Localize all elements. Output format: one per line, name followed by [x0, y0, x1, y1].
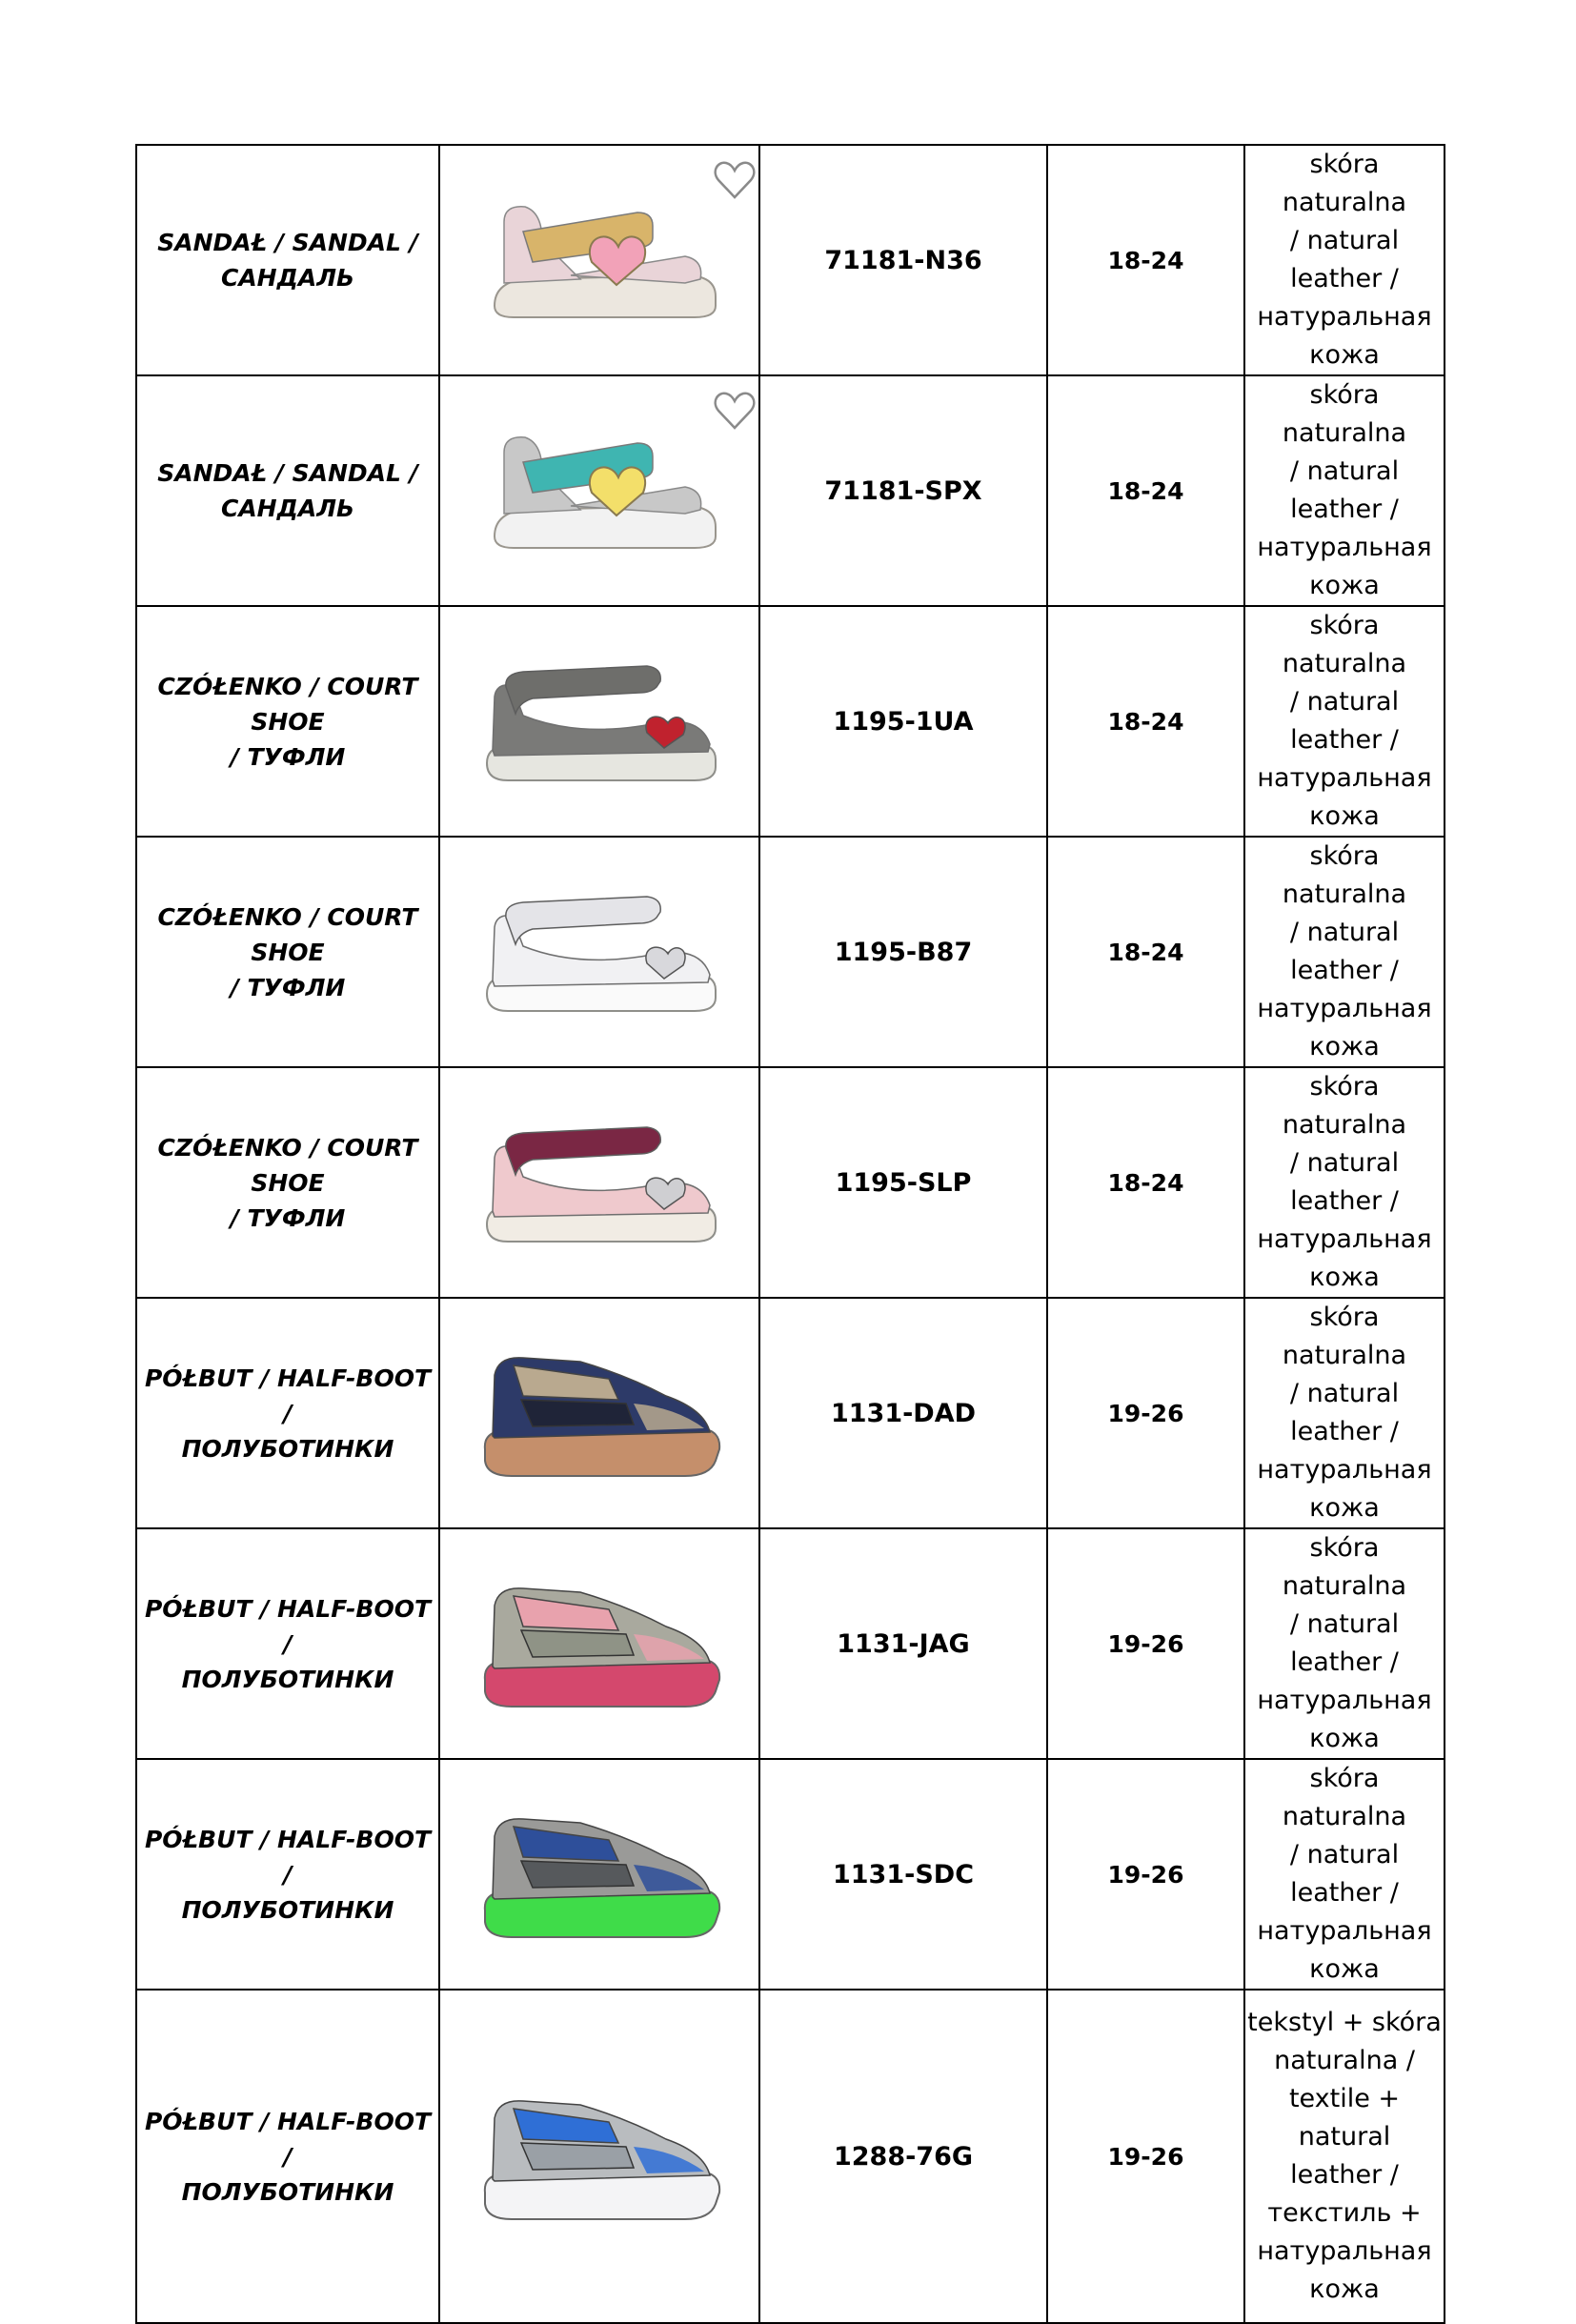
product-type-line: ПОЛУБОТИНКИ: [181, 2177, 394, 2206]
material-line: кожа: [1309, 1954, 1380, 1984]
product-image-cell: [439, 1528, 759, 1759]
product-code: 1195-SLP: [759, 1067, 1047, 1298]
size-range: 18-24: [1047, 606, 1244, 837]
product-image-cell: [439, 606, 759, 837]
material-line: skóra naturalna: [1282, 1764, 1407, 1831]
material-line: leather /: [1290, 264, 1399, 293]
material-line: кожа: [1309, 1032, 1380, 1061]
product-image-cell: [439, 1298, 759, 1528]
product-code: 71181-N36: [759, 145, 1047, 375]
product-type-line: ПОЛУБОТИНКИ: [181, 1665, 394, 1693]
material-line: leather /: [1290, 495, 1399, 524]
material-line: кожа: [1309, 1724, 1380, 1753]
material-line: leather /: [1290, 2160, 1399, 2190]
material-line: натуральная: [1257, 1224, 1432, 1254]
size-range: 18-24: [1047, 837, 1244, 1067]
material-line: натуральная: [1257, 763, 1432, 793]
product-image-cell: [439, 837, 759, 1067]
material-line: натуральная: [1257, 1455, 1432, 1485]
material: [1244, 145, 1445, 375]
product-code: 1195-B87: [759, 837, 1047, 1067]
table-row: [136, 1990, 1445, 2323]
sneaker-grey-blue-bartek-image: [440, 2080, 758, 2233]
material-line: leather /: [1290, 1186, 1399, 1216]
half-boot-navy-beige-image: [440, 1337, 758, 1489]
table-row: [136, 837, 1445, 1067]
material-line: натуральная: [1257, 533, 1432, 562]
product-image-cell: [439, 1990, 759, 2323]
product-type-line: CZÓŁENKO / COURT SHOE: [157, 902, 418, 966]
material-line: / natural: [1289, 918, 1400, 947]
product-image-cell: [439, 1067, 759, 1298]
material-line: натуральная: [1257, 1916, 1432, 1946]
court-shoe-grey-red-heart-image: [440, 645, 758, 798]
product-image-cell: [439, 375, 759, 606]
material-line: кожа: [1309, 2274, 1380, 2304]
material-line: кожа: [1309, 571, 1380, 600]
product-type-line: ПОЛУБОТИНКИ: [181, 1434, 394, 1463]
material-line: / natural: [1289, 1840, 1400, 1869]
product-type: [136, 606, 439, 837]
material-line: skóra naturalna: [1282, 841, 1407, 909]
product-type-line: САНДАЛЬ: [220, 495, 355, 522]
material-line: / natural: [1289, 226, 1400, 255]
material-line: / natural: [1289, 1148, 1400, 1178]
product-image-cell: [439, 145, 759, 375]
material: [1244, 837, 1445, 1067]
court-shoe-white-heart-image: [440, 876, 758, 1028]
material-line: / natural: [1289, 456, 1400, 486]
product-type-line: CZÓŁENKO / COURT SHOE: [157, 672, 418, 736]
size-range: 19-26: [1047, 1528, 1244, 1759]
material: [1244, 1759, 1445, 1990]
material-line: naturalna /: [1274, 2046, 1415, 2075]
product-type: [136, 1298, 439, 1528]
material-line: / natural: [1289, 1379, 1400, 1408]
material: [1244, 1990, 1445, 2323]
material-line: / natural: [1289, 1609, 1400, 1639]
table-row: [136, 1759, 1445, 1990]
product-type-line: PÓŁBUT / HALF-BOOT /: [144, 1594, 432, 1658]
material: [1244, 606, 1445, 837]
favorite-heart-icon[interactable]: [713, 390, 757, 432]
material-line: skóra naturalna: [1282, 150, 1407, 217]
size-range: 19-26: [1047, 1759, 1244, 1990]
favorite-heart-icon[interactable]: [713, 159, 757, 201]
product-image-cell: [439, 1759, 759, 1990]
material-line: leather /: [1290, 1647, 1399, 1677]
product-code: 1131-DAD: [759, 1298, 1047, 1528]
product-type: [136, 1759, 439, 1990]
material-line: skóra naturalna: [1282, 1303, 1407, 1370]
half-boot-pink-grey-image: [440, 1567, 758, 1720]
product-code: 1131-SDC: [759, 1759, 1047, 1990]
material-line: натуральная: [1257, 1686, 1432, 1715]
court-shoe-pink-heart-image: [440, 1106, 758, 1259]
table-row: [136, 145, 1445, 375]
material-line: натуральная: [1257, 2236, 1432, 2266]
product-type-line: SANDAŁ / SANDAL /: [157, 459, 418, 487]
material: [1244, 375, 1445, 606]
product-type-line: PÓŁBUT / HALF-BOOT /: [144, 1364, 432, 1427]
material-line: текстиль +: [1267, 2198, 1422, 2228]
product-type: [136, 837, 439, 1067]
material-line: натуральная: [1257, 302, 1432, 332]
table-row: [136, 1528, 1445, 1759]
material-line: skóra naturalna: [1282, 1533, 1407, 1601]
size-range: 18-24: [1047, 145, 1244, 375]
product-type-line: / ТУФЛИ: [230, 973, 346, 1001]
product-type-line: PÓŁBUT / HALF-BOOT /: [144, 2107, 432, 2171]
material-line: leather /: [1290, 956, 1399, 985]
material-line: кожа: [1309, 801, 1380, 831]
table-row: [136, 375, 1445, 606]
material-line: leather /: [1290, 1878, 1399, 1908]
material-line: skóra naturalna: [1282, 611, 1407, 678]
product-type: [136, 145, 439, 375]
product-type: [136, 1990, 439, 2323]
sandal-grey-yellow-heart-image: [440, 414, 758, 567]
material-line: кожа: [1309, 1263, 1380, 1292]
half-boot-grey-blue-green-image: [440, 1798, 758, 1950]
material-line: натуральная: [1257, 994, 1432, 1023]
size-range: 19-26: [1047, 1298, 1244, 1528]
material-line: skóra naturalna: [1282, 1072, 1407, 1140]
product-code: 1131-JAG: [759, 1528, 1047, 1759]
table-row: [136, 606, 1445, 837]
material: [1244, 1528, 1445, 1759]
material-line: tekstyl + skóra: [1247, 2008, 1442, 2037]
product-code: 71181-SPX: [759, 375, 1047, 606]
product-type: [136, 1067, 439, 1298]
product-type-line: CZÓŁENKO / COURT SHOE: [157, 1133, 418, 1197]
product-type-line: / ТУФЛИ: [230, 1203, 346, 1232]
material-line: skóra naturalna: [1282, 380, 1407, 448]
sandal-pink-glitter-heart-image: [440, 184, 758, 336]
size-range: 18-24: [1047, 1067, 1244, 1298]
table-row: [136, 1298, 1445, 1528]
product-type: [136, 1528, 439, 1759]
material-line: / natural: [1289, 687, 1400, 717]
size-range: 18-24: [1047, 375, 1244, 606]
size-range: 19-26: [1047, 1990, 1244, 2323]
product-type-line: PÓŁBUT / HALF-BOOT /: [144, 1825, 432, 1889]
material-line: кожа: [1309, 1493, 1380, 1523]
product-table: [135, 144, 1445, 2324]
material-line: leather /: [1290, 725, 1399, 755]
material-line: leather /: [1290, 1417, 1399, 1446]
product-type-line: САНДАЛЬ: [220, 264, 355, 292]
product-code: 1288-76G: [759, 1990, 1047, 2323]
table-row: [136, 1067, 1445, 1298]
product-type: [136, 375, 439, 606]
product-code: 1195-1UA: [759, 606, 1047, 837]
product-type-line: / ТУФЛИ: [230, 742, 346, 771]
material: [1244, 1067, 1445, 1298]
product-type-line: ПОЛУБОТИНКИ: [181, 1895, 394, 1924]
material-line: textile + natural: [1288, 2084, 1401, 2152]
material: [1244, 1298, 1445, 1528]
material-line: кожа: [1309, 340, 1380, 370]
product-type-line: SANDAŁ / SANDAL /: [157, 229, 418, 256]
